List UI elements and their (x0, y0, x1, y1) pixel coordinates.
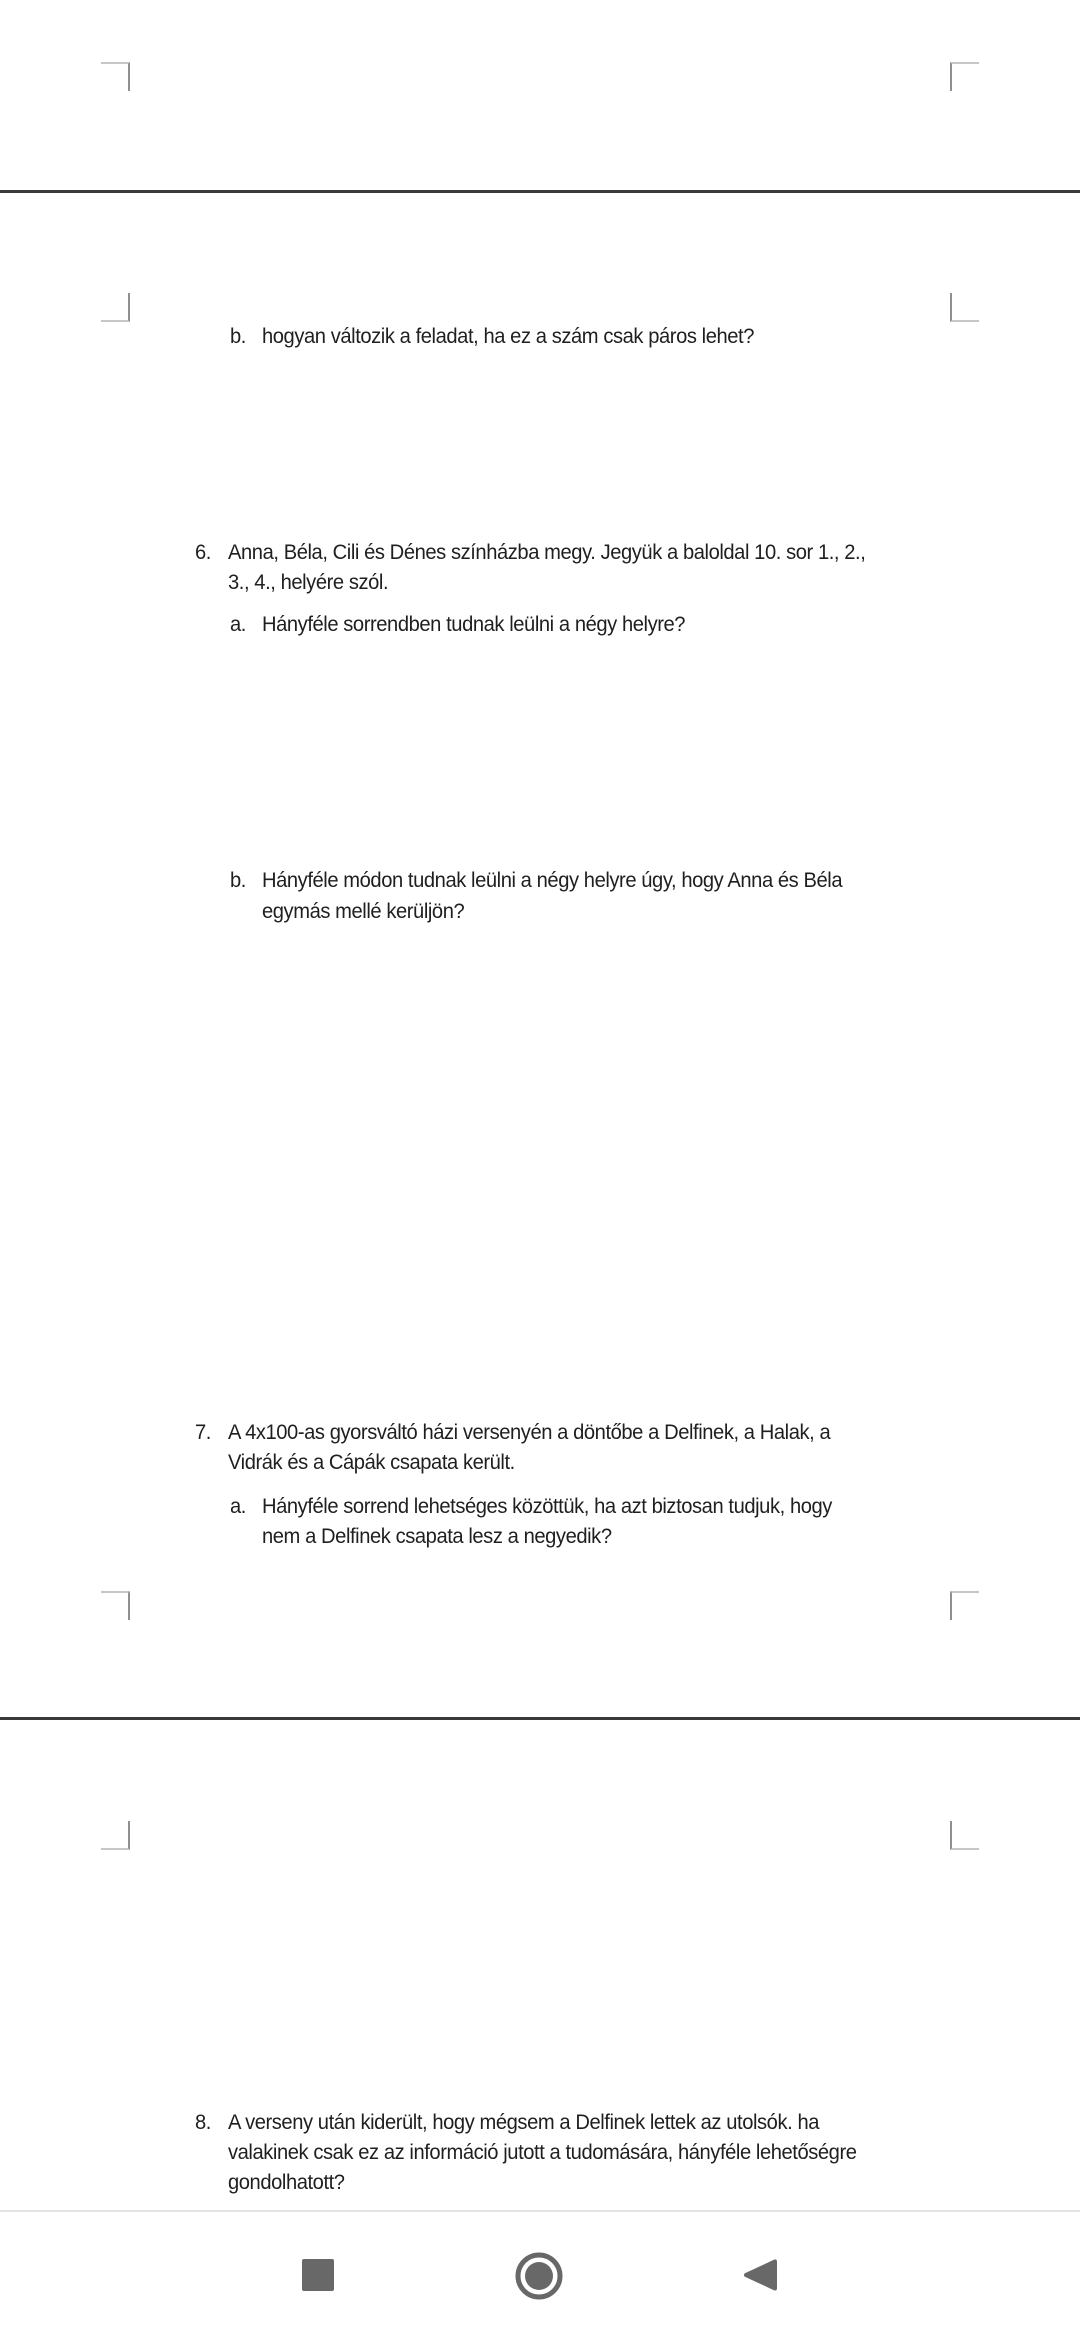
subitem-label: a. (230, 613, 246, 636)
subitem-text: hogyan változik a feladat, ha ez a szám csak páros lehet? (262, 325, 754, 348)
subitem-text: Hányféle sorrendben tudnak leülni a négy helyre? (262, 613, 686, 636)
page-corner-mark (950, 293, 979, 322)
navbar-separator (0, 2210, 1080, 2212)
home-button[interactable] (515, 2252, 563, 2300)
page-divider (0, 190, 1080, 193)
page-corner-mark (101, 1591, 130, 1620)
page-divider (0, 1717, 1080, 1720)
item-number: 8. (195, 2111, 211, 2134)
subitem-text-line: nem a Delfinek csapata lesz a negyedik? (262, 1525, 612, 1548)
subitem-text-line: egymás mellé kerüljön? (262, 900, 465, 923)
subitem-label: b. (230, 325, 246, 348)
item-text-line: A 4x100-as gyorsváltó házi versenyén a döntőbe a Delfinek, a Halak, a (228, 1421, 831, 1444)
item-text-line: Anna, Béla, Cili és Dénes színházba megy. Jegyük a baloldal 10. sor 1., 2., (228, 541, 866, 564)
item-text-line: A verseny után kiderült, hogy mégsem a Delfinek lettek az utolsók. ha (228, 2111, 819, 2134)
back-button[interactable] (743, 2257, 777, 2293)
subitem-text-line: Hányféle sorrend lehetséges közöttük, ha azt biztosan tudjuk, hogy (262, 1495, 832, 1518)
recents-square-icon (302, 2259, 334, 2291)
item-text-line: valakinek csak ez az információ jutott a tudomására, hányféle lehetőségre (228, 2141, 857, 2164)
back-triangle-icon (743, 2257, 777, 2293)
home-circle-icon (515, 2252, 563, 2300)
subitem-label: a. (230, 1495, 246, 1518)
item-text-line: 3., 4., helyére szól. (228, 571, 389, 594)
page-corner-mark (101, 1821, 130, 1850)
item-text-line: gondolhatott? (228, 2171, 345, 2194)
subitem-label: b. (230, 869, 246, 892)
item-number: 6. (195, 541, 211, 564)
page-corner-mark (950, 1821, 979, 1850)
subitem-text-line: Hányféle módon tudnak leülni a négy helyre úgy, hogy Anna és Béla (262, 869, 843, 892)
page-corner-mark (101, 62, 130, 91)
page-corner-mark (101, 293, 130, 322)
page-corner-mark (950, 1591, 979, 1620)
page-corner-mark (950, 62, 979, 91)
item-number: 7. (195, 1421, 211, 1444)
recents-button[interactable] (302, 2259, 334, 2291)
item-text-line: Vidrák és a Cápák csapata került. (228, 1451, 515, 1474)
